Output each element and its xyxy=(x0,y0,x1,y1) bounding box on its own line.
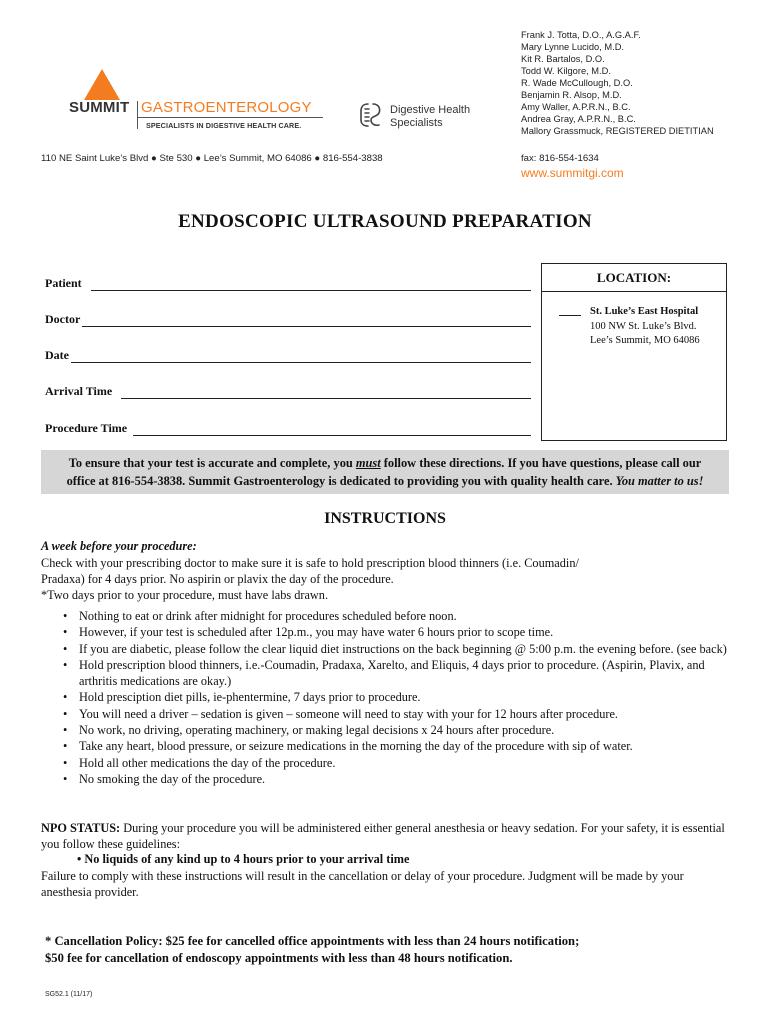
location-address xyxy=(590,320,700,347)
procedure-time-label: Procedure Time xyxy=(45,421,128,435)
notice-text xyxy=(41,454,729,490)
list-item: • Nothing to eat or drink after midnight for procedures scheduled before noon. xyxy=(57,608,727,624)
cancellation-line-1: * Cancellation Policy: $25 fee for cancelled office appointments with less than 24 hours notification; xyxy=(45,934,580,948)
notice-part-1: To ensure that your test is accurate and complete, you xyxy=(68,456,356,470)
week-before-text xyxy=(41,555,731,603)
list-item: • Hold prescription blood thinners, i.e.-Coumadin, Pradaxa, Xarelto, and Eliquis, 4 days prior to procedure. (Aspirin, Plavix, and arthritis medications are okay.) xyxy=(57,657,727,690)
location-title: LOCATION: xyxy=(596,270,672,285)
physician-name: Todd W. Kilgore, M.D. xyxy=(521,66,611,76)
instruction-bullets xyxy=(57,608,727,787)
logo-divider-horizontal xyxy=(137,117,323,118)
clinic-address: 110 NE Saint Luke’s Blvd ● Ste 530 ● Lee’s Summit, MO 64086 ● 816-554-3838 xyxy=(41,153,383,164)
npo-status xyxy=(41,820,731,852)
location-divider xyxy=(541,291,727,292)
physician-name: Frank J. Totta, D.O., A.G.A.F. xyxy=(521,30,641,40)
cancellation-line-2: $50 fee for cancellation of endoscopy appointments with less than 48 hours notification. xyxy=(45,950,513,965)
cancellation-policy xyxy=(45,933,579,966)
doctor-line[interactable] xyxy=(82,326,531,327)
notice-must: must xyxy=(355,456,381,470)
partner-logo-text xyxy=(390,104,470,129)
arrival-time-label: Arrival Time xyxy=(45,384,113,398)
date-label: Date xyxy=(45,348,69,362)
procedure-time-field[interactable] xyxy=(45,421,127,436)
doctor-field[interactable] xyxy=(45,312,80,327)
list-item: • Take any heart, blood pressure, or seizure medications in the morning the day of the procedure with sip of water. xyxy=(57,738,727,754)
physician-name: Andrea Gray, A.P.R.N., B.C. xyxy=(521,114,636,124)
patient-field[interactable] xyxy=(45,276,82,291)
physician-name: Benjamin R. Alsop, M.D. xyxy=(521,90,622,100)
partner-line-1: Digestive Health xyxy=(390,104,471,116)
list-item: • Hold presciption diet pills, ie-phentermine, 7 days prior to procedure. xyxy=(57,689,727,705)
location-name: St. Luke’s East Hospital xyxy=(590,306,699,317)
physician-list xyxy=(521,29,714,137)
physician-name: Kit R. Bartalos, D.O. xyxy=(521,54,605,64)
page-title: ENDOSCOPIC ULTRASOUND PREPARATION xyxy=(178,211,592,232)
week-line: Check with your prescribing doctor to make sure it is safe to hold prescription blood thinners (i.e. Coumadin/ xyxy=(41,556,579,570)
physician-name: R. Wade McCullough, D.O. xyxy=(521,78,633,88)
partner-line-2: Specialists xyxy=(390,116,443,129)
notice-part-2: follow these directions. If you have questions, please call our xyxy=(380,456,702,470)
instructions-title: INSTRUCTIONS xyxy=(324,510,446,527)
stomach-icon xyxy=(359,102,385,133)
notice-part-3: office at 816-554-3838. Summit Gastroenterology is dedicated to providing you with quality health care. xyxy=(66,474,616,488)
physician-name: Mallory Grassmuck, REGISTERED DIETITIAN xyxy=(521,126,714,136)
doctor-label: Doctor xyxy=(45,312,81,326)
notice-matter: You matter to us! xyxy=(615,474,704,488)
npo-text: During your procedure you will be administered either general anesthesia or heavy sedation. For your safety, it is essential you follow these guidelines: xyxy=(41,821,725,851)
list-item: • If you are diabetic, please follow the clear liquid diet instructions on the back beginning @ 5:00 p.m. the evening before. (see back) xyxy=(57,641,727,657)
list-item: • No work, no driving, operating machinery, or making legal decisions x 24 hours after procedure. xyxy=(57,722,727,738)
fax-number: fax: 816-554-1634 xyxy=(521,153,599,164)
arrival-time-field[interactable] xyxy=(45,384,112,399)
form-code: SG52.1 (11/17) xyxy=(45,991,93,998)
arrival-time-line[interactable] xyxy=(121,398,531,399)
logo-brand-summit: SUMMIT xyxy=(69,99,130,116)
physician-name: Amy Waller, A.P.R.N., B.C. xyxy=(521,102,631,112)
date-field[interactable] xyxy=(45,348,69,363)
list-item: • No smoking the day of the procedure. xyxy=(57,771,727,787)
week-line: *Two days prior to your procedure, must have labs drawn. xyxy=(41,588,329,602)
physician-name: Mary Lynne Lucido, M.D. xyxy=(521,42,624,52)
logo-tagline: SPECIALISTS IN DIGESTIVE HEALTH CARE. xyxy=(146,121,302,130)
summit-mountain-logo xyxy=(84,69,120,100)
npo-bullet: • No liquids of any kind up to 4 hours prior to your arrival time xyxy=(77,852,410,867)
npo-failure-text: Failure to comply with these instructions will result in the cancellation or delay of your procedure. Judgment will be made by your anesthesia provider. xyxy=(41,869,684,899)
week-line: Pradaxa) for 4 days prior. No aspirin or plavix the day of the procedure. xyxy=(41,572,394,586)
list-item: • However, if your test is scheduled after 12p.m., you may have water 6 hours prior to scope time. xyxy=(57,624,727,640)
logo-brand-gastroenterology: GASTROENTEROLOGY xyxy=(141,99,312,116)
week-before-heading: A week before your procedure: xyxy=(41,539,197,553)
patient-label: Patient xyxy=(45,276,82,290)
patient-line[interactable] xyxy=(91,290,531,291)
logo-divider-vertical xyxy=(137,101,138,129)
npo-label: NPO STATUS: xyxy=(41,821,121,835)
website-link[interactable]: www.summitgi.com xyxy=(521,166,624,180)
list-item: • You will need a driver – sedation is given – someone will need to stay with your for 12 hours after procedure. xyxy=(57,706,727,722)
location-box xyxy=(541,263,727,441)
date-line[interactable] xyxy=(71,362,531,363)
procedure-time-line[interactable] xyxy=(133,435,531,436)
location-city: Lee’s Summit, MO 64086 xyxy=(590,334,700,346)
list-item: • Hold all other medications the day of the procedure. xyxy=(57,755,727,771)
location-checkbox-line[interactable] xyxy=(559,315,581,316)
location-street: 100 NW St. Luke’s Blvd. xyxy=(590,321,697,332)
